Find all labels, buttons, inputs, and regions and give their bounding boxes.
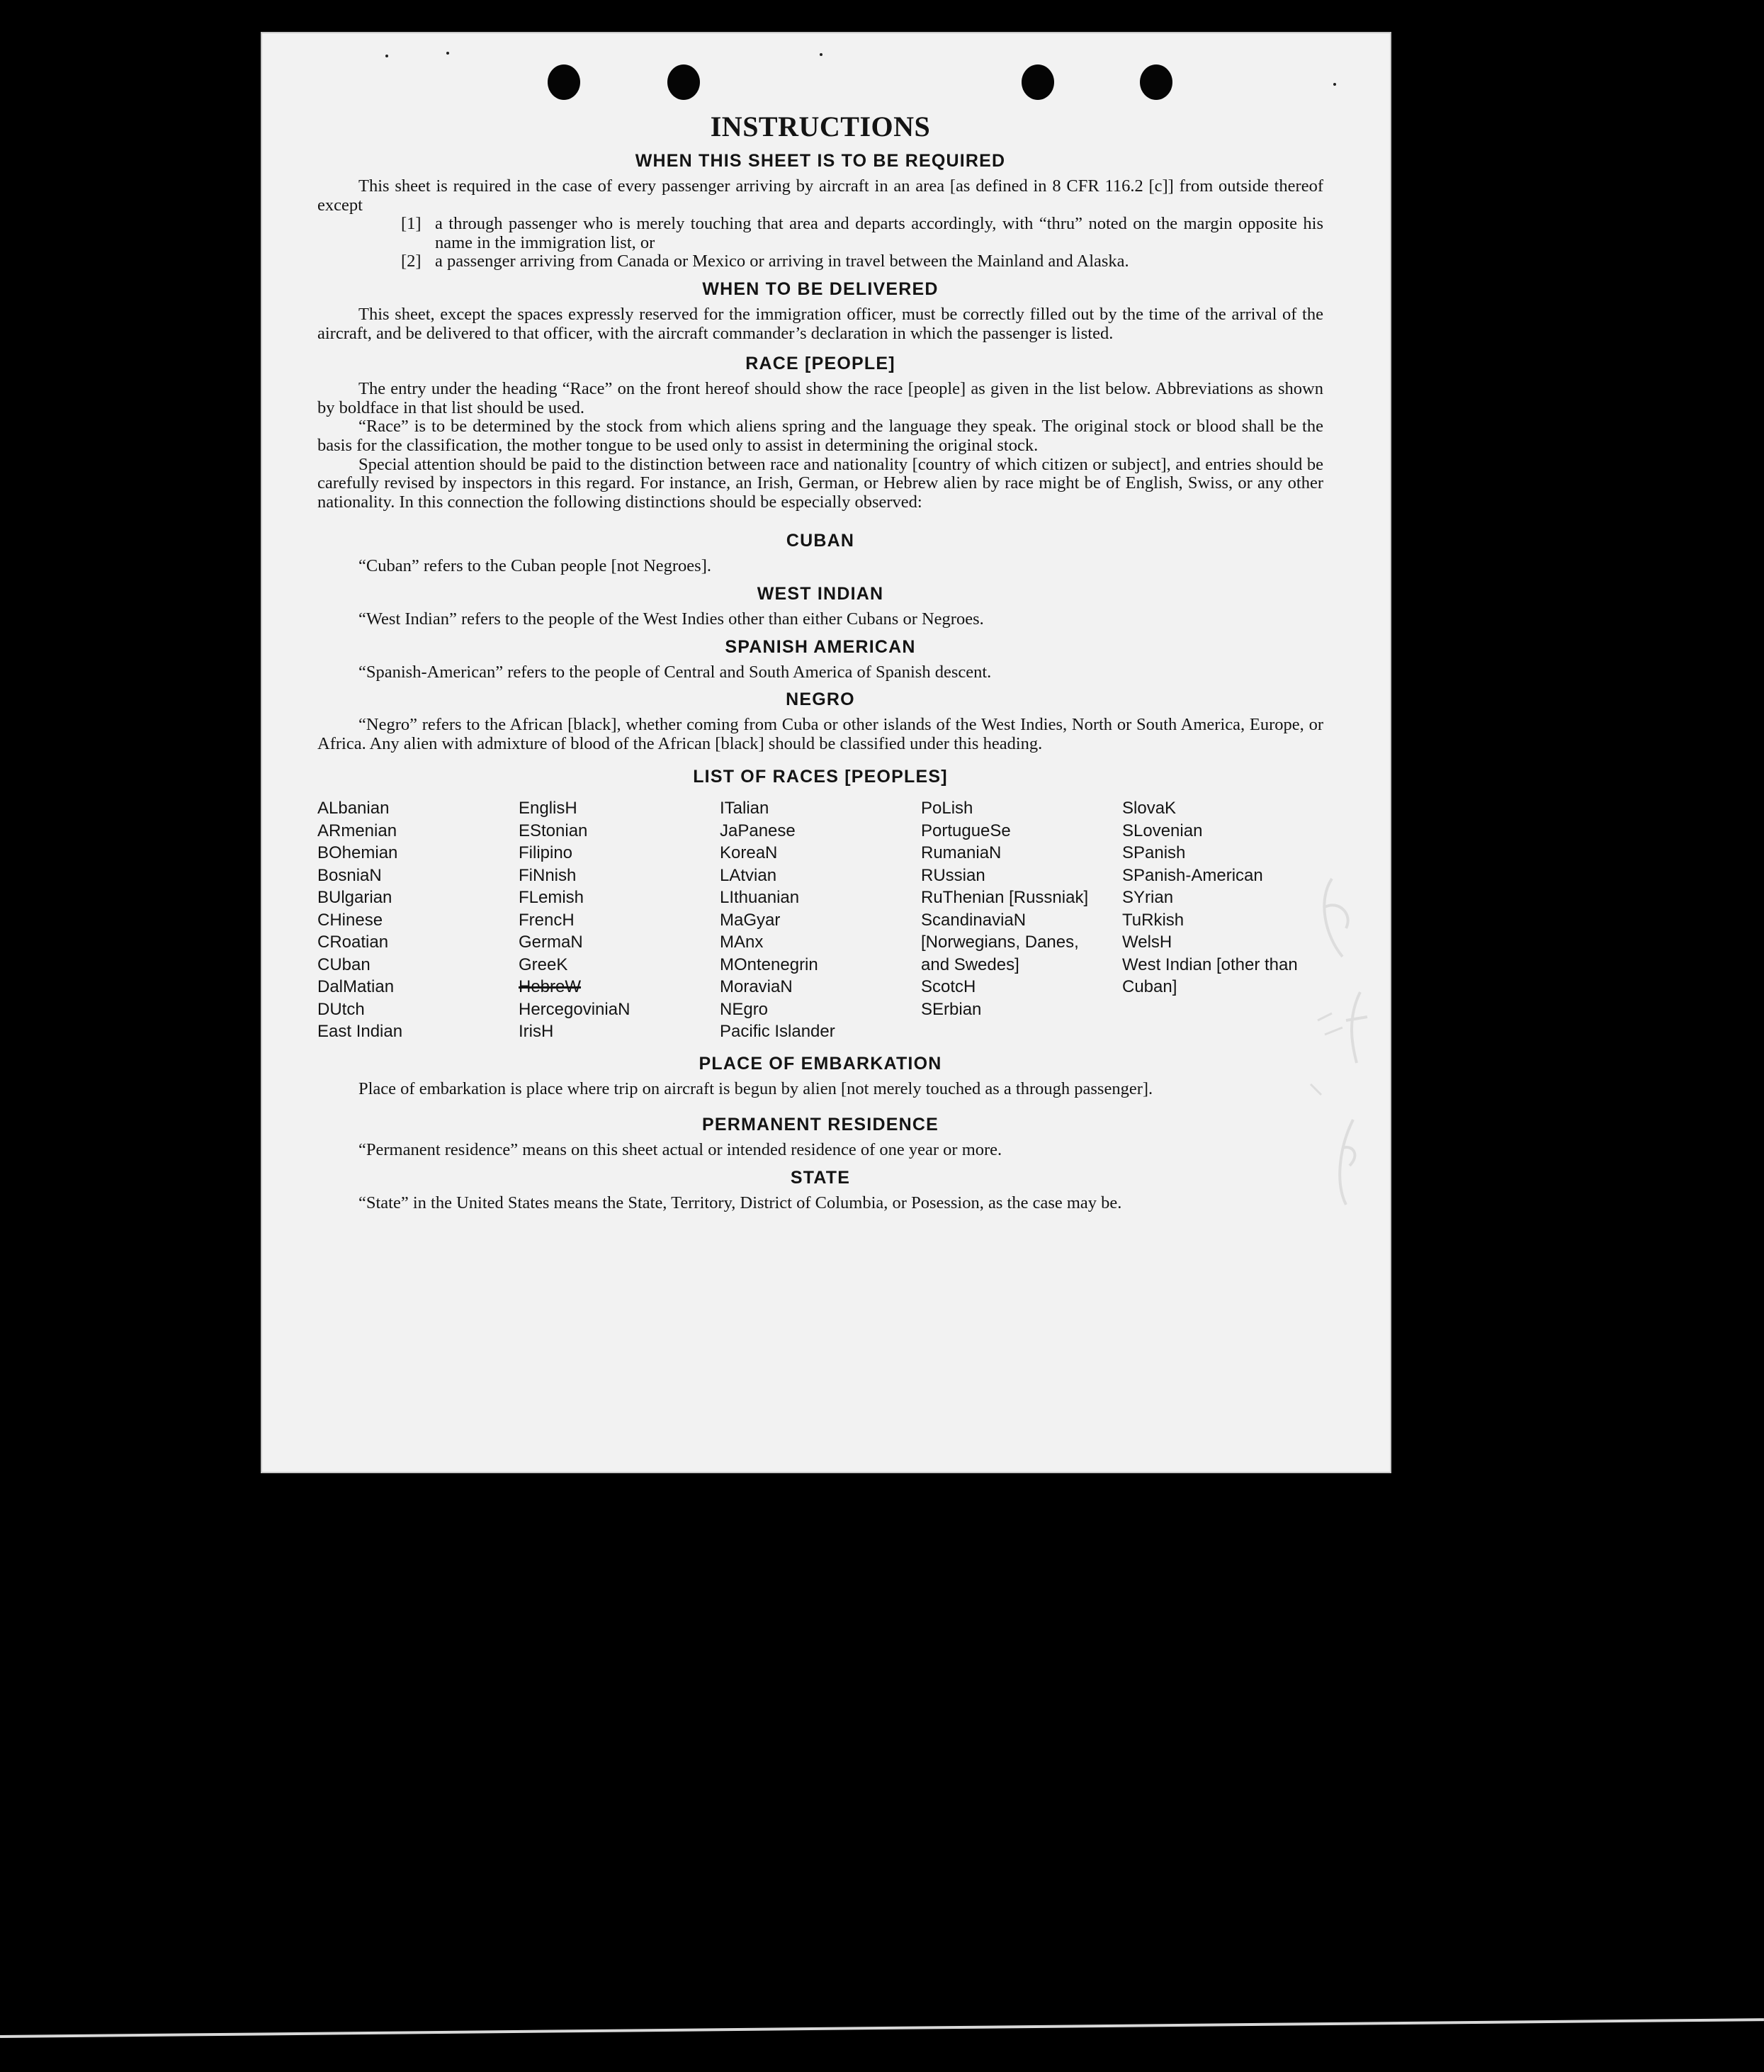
section-heading-residence: PERMANENT RESIDENCE bbox=[702, 1115, 939, 1135]
race-entry: CHinese bbox=[317, 910, 383, 930]
race-entry: RuThenian [Russniak] bbox=[921, 888, 1089, 908]
race-entry: GreeK bbox=[519, 955, 568, 974]
punch-hole bbox=[1022, 64, 1054, 100]
race-entry: BOhemian bbox=[317, 843, 398, 863]
race-entry: ALbanian bbox=[317, 799, 390, 818]
race-entry: MOntenegrin bbox=[720, 955, 818, 974]
race-entry: SPanish bbox=[1122, 843, 1186, 863]
race-entry: MoraviaN bbox=[720, 977, 793, 997]
negro-text: “Negro” refers to the African [black], whether coming from Cuba or other islands of the West Indies, North or South America, Europe, or Africa. Any alien with admixture of blood of the African [black] should be classified under this heading. bbox=[317, 715, 1323, 753]
west-indian-text: “West Indian” refers to the people of the West Indies other than either Cubans or Negroes. bbox=[358, 609, 984, 629]
delivered-text: This sheet, except the spaces expressly reserved for the immigration officer, must be correctly filled out by the time of the arrival of the aircraft, and be delivered to that officer, with the aircraft commander’s declaration in which the passenger is listed. bbox=[317, 304, 1323, 343]
race-entry: HercegoviniaN bbox=[519, 999, 631, 1019]
punch-hole bbox=[1140, 64, 1172, 100]
embarkation-text: Place of embarkation is place where trip on aircraft is begun by alien [not merely touched as a through passenger]. bbox=[358, 1079, 1153, 1098]
section-heading-embarkation: PLACE OF EMBARKATION bbox=[699, 1053, 942, 1074]
race-entry: WelsH bbox=[1122, 933, 1172, 952]
section-heading-spanish-american: SPANISH AMERICAN bbox=[725, 636, 916, 657]
race-entry: GermaN bbox=[519, 933, 583, 952]
race-entry: IrisH bbox=[519, 1022, 554, 1042]
list-item bbox=[317, 252, 1323, 271]
race-entry: TuRkish bbox=[1122, 910, 1185, 930]
race-entry: SErbian bbox=[921, 999, 982, 1019]
required-intro: This sheet is required in the case of every passenger arriving by aircraft in an area [as defined in 8 CFR 116.2 [c]] from outside thereof except bbox=[317, 176, 1323, 215]
races-column-2 bbox=[519, 797, 720, 1043]
race-entry: CRoatian bbox=[317, 933, 389, 952]
section-heading-west-indian: WEST INDIAN bbox=[757, 583, 884, 604]
race-entry: SlovaK bbox=[1122, 799, 1177, 818]
race-paragraph-2: “Race” is to be determined by the stock from which aliens spring and the language they speak. The original stock or blood shall be the basis for the classification, the mother tongue to be used only to assist in determining the original stock. bbox=[317, 417, 1323, 455]
section-heading-race: RACE [PEOPLE] bbox=[745, 354, 895, 374]
race-entry: LIthuanian bbox=[720, 888, 800, 908]
race-entry: BUlgarian bbox=[317, 888, 392, 908]
race-paragraph-3: Special attention should be paid to the distinction between race and nationality [country of which citizen or subject], and entries should be carefully revised by inspectors in this regard. For instance, an Irish, German, or Hebrew alien by race might be of English, Swiss, or any other nationality. In this connection the following distinctions should be especially observed: bbox=[317, 454, 1323, 512]
race-entry: ITalian bbox=[720, 799, 769, 818]
speck bbox=[820, 53, 822, 56]
race-entry: CUban bbox=[317, 955, 371, 974]
race-entry: SLovenian bbox=[1122, 821, 1203, 840]
race-entry: RUssian bbox=[921, 865, 985, 885]
race-entry: SPanish-American bbox=[1122, 865, 1263, 885]
section-heading-required: WHEN THIS SHEET IS TO BE REQUIRED bbox=[635, 151, 1006, 171]
race-entry: ScotcH bbox=[921, 977, 976, 997]
race-entry: FrencH bbox=[519, 910, 575, 930]
race-entry: FiNnish bbox=[519, 865, 577, 885]
race-entry: EStonian bbox=[519, 821, 588, 840]
spanish-american-text: “Spanish-American” refers to the people of Central and South America of Spanish descent. bbox=[358, 662, 992, 682]
races-list bbox=[317, 797, 1323, 1043]
races-column-4 bbox=[921, 797, 1122, 1043]
speck bbox=[446, 52, 449, 55]
race-entry: West Indian [other than Cuban] bbox=[1122, 955, 1298, 997]
film-edge-line bbox=[0, 2018, 1764, 2038]
races-column-1 bbox=[317, 797, 519, 1043]
state-text: “State” in the United States means the State, Territory, District of Columbia, or Posession, as the case may be. bbox=[358, 1193, 1122, 1212]
race-entry: East Indian bbox=[317, 1022, 403, 1042]
race-entry: ScandinaviaN [Norwegians, Danes, and Swedes] bbox=[921, 910, 1079, 974]
speck bbox=[385, 55, 388, 57]
race-entry: DalMatian bbox=[317, 977, 395, 997]
instructions-content bbox=[317, 110, 1323, 1213]
race-entry: EnglisH bbox=[519, 799, 577, 818]
section-heading-delivered: WHEN TO BE DELIVERED bbox=[702, 278, 939, 299]
item-text: a passenger arriving from Canada or Mexico or arriving in travel between the Mainland and Alaska. bbox=[435, 252, 1129, 271]
race-entry: MAnx bbox=[720, 933, 764, 952]
race-entry: RumaniaN bbox=[921, 843, 1002, 863]
item-text: a through passenger who is merely touching that area and departs accordingly, with “thru” noted on the margin opposite his name in the immigration list, or bbox=[435, 214, 1323, 252]
race-entry: KoreaN bbox=[720, 843, 778, 863]
document-page bbox=[261, 32, 1391, 1473]
race-entry: Pacific Islander bbox=[720, 1022, 835, 1042]
cuban-text: “Cuban” refers to the Cuban people [not Negroes]. bbox=[358, 556, 711, 576]
race-entry-struck: HebreW bbox=[519, 977, 582, 997]
race-entry: Filipino bbox=[519, 843, 573, 863]
race-entry: PoLish bbox=[921, 799, 973, 818]
race-entry: PortugueSe bbox=[921, 821, 1011, 840]
page-title: INSTRUCTIONS bbox=[710, 111, 931, 142]
race-entry: ARmenian bbox=[317, 821, 397, 840]
race-entry: FLemish bbox=[519, 888, 584, 908]
punch-hole bbox=[548, 64, 580, 100]
race-paragraph-1: The entry under the heading “Race” on the front hereof should show the race [people] as given in the list below. Abbreviations as shown by boldface in that list should be used. bbox=[317, 379, 1323, 417]
races-column-3 bbox=[720, 797, 921, 1043]
handwritten-marks bbox=[1275, 850, 1417, 1247]
list-item bbox=[317, 215, 1323, 252]
race-entry: LAtvian bbox=[720, 865, 777, 885]
section-heading-state: STATE bbox=[790, 1167, 851, 1188]
speck bbox=[1333, 83, 1336, 86]
race-entry: JaPanese bbox=[720, 821, 796, 840]
section-heading-races-list: LIST OF RACES [PEOPLES] bbox=[693, 767, 948, 787]
race-entry: MaGyar bbox=[720, 910, 781, 930]
residence-text: “Permanent residence” means on this sheet actual or intended residence of one year or more. bbox=[358, 1140, 1002, 1160]
section-heading-cuban: CUBAN bbox=[786, 531, 855, 551]
race-entry: SYrian bbox=[1122, 888, 1174, 908]
item-number: [1] bbox=[401, 214, 422, 234]
section-heading-negro: NEGRO bbox=[786, 689, 855, 710]
punch-hole bbox=[667, 64, 700, 100]
race-entry: BosniaN bbox=[317, 865, 382, 885]
race-entry: DUtch bbox=[317, 999, 365, 1019]
item-number: [2] bbox=[401, 252, 422, 271]
race-entry: NEgro bbox=[720, 999, 769, 1019]
